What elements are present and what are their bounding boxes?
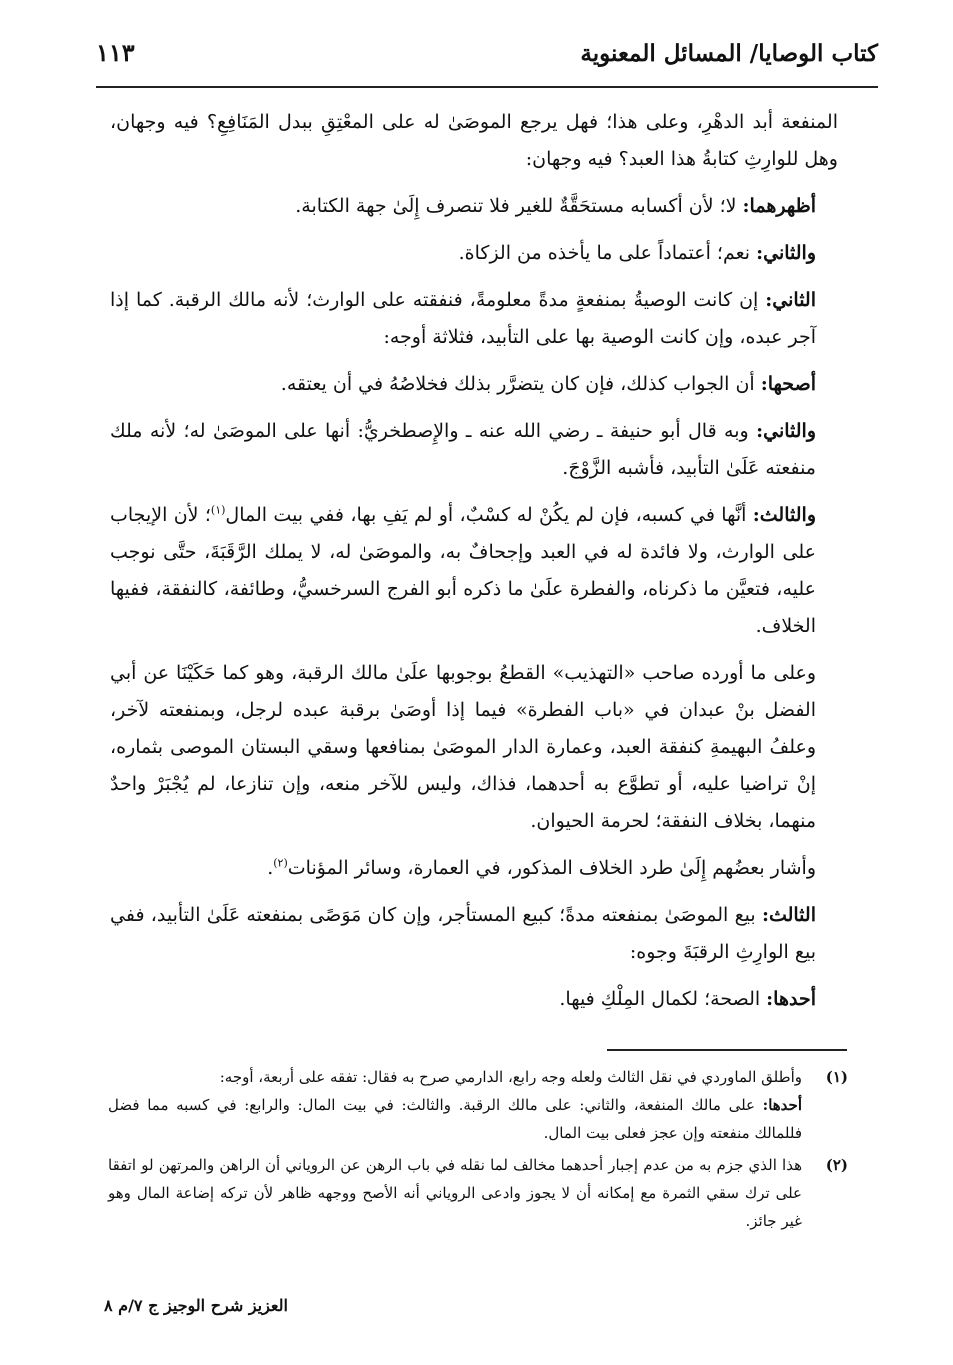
paragraph <box>110 497 838 645</box>
footnote-number: (١) <box>825 1068 848 1086</box>
paragraph <box>110 188 838 225</box>
paragraph-text: . <box>267 857 274 879</box>
page-footer: العزيز شرح الوجيز ج ٧/م ٨ <box>104 1296 288 1315</box>
paragraph <box>110 850 838 887</box>
main-text <box>110 104 838 1028</box>
page-number: ١١٣ <box>96 38 135 67</box>
paragraph-text: لا؛ لأن أكسابه مستحَقَّةٌ للغير فلا تنصرف إِلَىٰ جهة الكتابة. <box>295 195 743 217</box>
footnote <box>108 1063 848 1147</box>
paragraph-lead: الثالث: <box>761 904 816 926</box>
paragraph <box>110 282 838 356</box>
paragraph <box>110 366 838 403</box>
paragraph-text: وبه قال أبو حنيفة ـ رضي الله عنه ـ والإِصطخريُّ: أنها على الموصَىٰ له؛ لأنه ملك منفعته عَلَىٰ التأبيد، فأشبه الزَّوْجَ. <box>110 420 816 479</box>
footnote-lead: أحدها: <box>762 1096 802 1114</box>
paragraph-text: نعم؛ أعتماداً على ما يأخذه من الزكاة. <box>458 242 757 264</box>
paragraph-lead: أصحها: <box>760 373 816 395</box>
footnote-number: (٢) <box>825 1156 848 1174</box>
running-title: كتاب الوصايا/ المسائل المعنوية <box>580 40 878 67</box>
footnote-text <box>108 1063 802 1091</box>
footnote-body: هذا الذي جزم به من عدم إجبار أحدهما مخالف لما نقله في باب الرهن عن الروياني أن الراهن والمرتهن لو اتفقا على ترك سقي الثمرة مع إمكانه أن لا يجوز وادعى الروياني أنه الأصح ووجهه ظاهر لأن تركه إضاعة المال وهو غير جائز. <box>108 1156 802 1230</box>
paragraph-lead: والثالث: <box>752 504 816 526</box>
footnote-ref[interactable]: (١) <box>210 503 226 517</box>
footnote-divider <box>607 1049 847 1051</box>
paragraph-text: المنفعة أبد الدهْرِ، وعلى هذا؛ فهل يرجع الموصَىٰ له على المعْتِقِ ببدل المَنَافِعِ؟ فيه وجهان، وهل للوارِثِ كتابةُ هذا العبد؟ فيه وجهان: <box>110 111 838 170</box>
paragraph-lead: أظهرهما: <box>742 195 816 217</box>
paragraph <box>110 104 838 178</box>
footnote-text <box>108 1151 802 1235</box>
page-header <box>96 30 878 88</box>
paragraph-text: الصحة؛ لكمال المِلْكِ فيها. <box>559 988 767 1010</box>
paragraph-text: وعلى ما أورده صاحب «التهذيب» القطعُ بوجوبها علَىٰ مالك الرقبة، وهو كما حَكَيْنَا عن أبي الفضل بنْ عبدان في «باب الفطرة» فيما إذا أوصَىٰ برقبة عبده لرجل، وبمنفعته لآخر، وعلفُ البهيمةِ كنفقة العبد، وعمارة الدار الموصَىٰ بمنافعها وسقي البستان الموصى بثماره، إنْ تراضيا عليه، أو تطوَّع به أحدهما، فذاك، وليس للآخر منعه، وإن تنازعا، لم يُجْبَرْ واحدٌ منهما، بخلاف النفقة؛ لحرمة الحيوان. <box>110 662 816 832</box>
footnotes <box>108 1063 848 1239</box>
footnote-body: وأطلق الماوردي في نقل الثالث ولعله وجه رابع، الدارمي صرح به فقال: تفقه على أربعة، أوجه: <box>219 1068 802 1086</box>
paragraph-lead: والثاني: <box>756 420 816 442</box>
footnote-body: على مالك المنفعة، والثاني: على مالك الرقبة. والثالث: في بيت المال: والرابع: في كسبه مما فضل فللمالك منفعته وإن عجز فعلى بيت المال. <box>108 1096 802 1142</box>
paragraph-text: وأشار بعضُهم إِلَىٰ طرد الخلاف المذكور، في العمارة، وسائر المؤنات <box>287 857 816 879</box>
paragraph-text: إن كانت الوصيةُ بمنفعةٍ مدةً معلومةً، فنفقته على الوارث؛ لأنه مالك الرقبة. كما إذا آجر عبده، وإن كانت الوصية بها على التأبيد، فثلاثة أوجه: <box>110 289 816 348</box>
paragraph <box>110 413 838 487</box>
paragraph <box>110 897 838 971</box>
paragraph-lead: أحدها: <box>766 988 816 1010</box>
paragraph-text: ؛ لأن الإيجاب على الوارث، ولا فائدة له في العبد وإجحافٌ به، والموصَىٰ له، لا يملك الرَّقَبَةَ، حتَّى نوجب عليه، فتعيَّن ما ذكرناه، والفطرة علَىٰ ما ذكره أبو الفرج السرخسيُّ، وطائفة، كالنفقة، ففيها الخلاف. <box>110 504 816 637</box>
paragraph-lead: والثاني: <box>756 242 816 264</box>
footnote-text <box>108 1091 802 1147</box>
footnote-ref[interactable]: (٢) <box>273 856 288 870</box>
paragraph-text: أنَّها في كسبه، فإن لم يكُنْ له كسْبٌ، أو لم يَفِ بها، ففي بيت المال <box>225 504 753 526</box>
footnote <box>108 1151 848 1235</box>
paragraph-text: أن الجواب كذلك، فإن كان يتضرَّر بذلك فخلاصُهُ في أن يعتقه. <box>280 373 761 395</box>
paragraph-text: بيع الموصَىٰ بمنفعته مدةً؛ كبيع المستأجر، وإن كان مَوَصًى بمنفعته عَلَىٰ التأبيد، ففي بيع الوارِثِ الرقبَةَ وجوه: <box>110 904 816 963</box>
paragraph <box>110 235 838 272</box>
paragraph <box>110 655 838 840</box>
paragraph <box>110 981 838 1018</box>
paragraph-lead: الثاني: <box>765 289 816 311</box>
